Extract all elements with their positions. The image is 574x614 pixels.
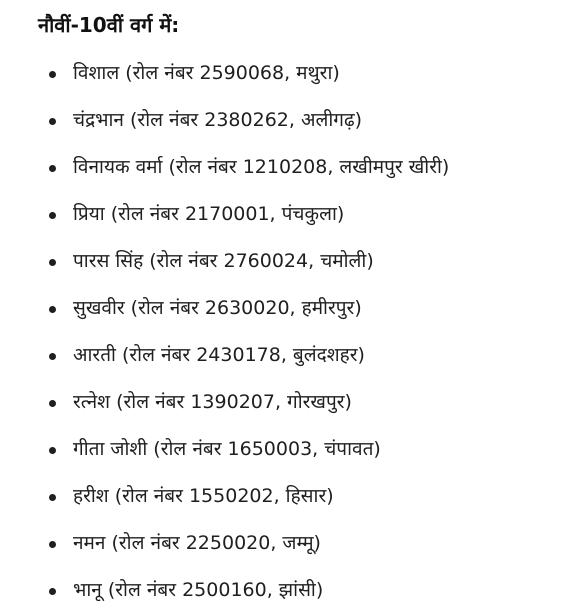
list-item [0, 332, 574, 379]
bullet-icon [49, 165, 56, 172]
student-list [0, 50, 574, 614]
bullet-icon [49, 541, 56, 548]
list-item [0, 50, 574, 97]
list-item [0, 238, 574, 285]
list-item [0, 567, 574, 614]
bullet-icon [49, 400, 56, 407]
list-item-text: आरती (रोल नंबर 2430178, बुलंदशहर) [73, 344, 365, 366]
list-item-text: हरीश (रोल नंबर 1550202, हिसार) [73, 485, 334, 507]
bullet-icon [49, 212, 56, 219]
bullet-icon [49, 118, 56, 125]
list-item-text: नमन (रोल नंबर 2250020, जम्मू) [73, 532, 321, 554]
list-item-text: रत्नेश (रोल नंबर 1390207, गोरखपुर) [73, 391, 352, 413]
list-item-text: गीता जोशी (रोल नंबर 1650003, चंपावत) [73, 438, 381, 460]
bullet-icon [49, 306, 56, 313]
bullet-icon [49, 447, 56, 454]
bullet-icon [49, 353, 56, 360]
list-item-text: सुखवीर (रोल नंबर 2630020, हमीरपुर) [73, 297, 362, 319]
section-heading: नौवीं-10वीं वर्ग में: [38, 13, 180, 37]
list-item [0, 520, 574, 567]
list-item-text: प्रिया (रोल नंबर 2170001, पंचकुला) [73, 203, 345, 225]
bullet-icon [49, 259, 56, 266]
list-item [0, 379, 574, 426]
list-item [0, 97, 574, 144]
bullet-icon [49, 588, 56, 595]
list-item-text: चंद्रभान (रोल नंबर 2380262, अलीगढ़) [73, 109, 363, 131]
list-item [0, 191, 574, 238]
list-item-text: पारस सिंह (रोल नंबर 2760024, चमोली) [73, 250, 374, 272]
list-item-text: विनायक वर्मा (रोल नंबर 1210208, लखीमपुर खीरी) [73, 156, 450, 178]
list-item [0, 473, 574, 520]
list-item [0, 144, 574, 191]
bullet-icon [49, 71, 56, 78]
list-item-text: विशाल (रोल नंबर 2590068, मथुरा) [73, 62, 340, 84]
list-item-text: भानू (रोल नंबर 2500160, झांसी) [73, 579, 324, 601]
list-item [0, 285, 574, 332]
list-item [0, 426, 574, 473]
bullet-icon [49, 494, 56, 501]
